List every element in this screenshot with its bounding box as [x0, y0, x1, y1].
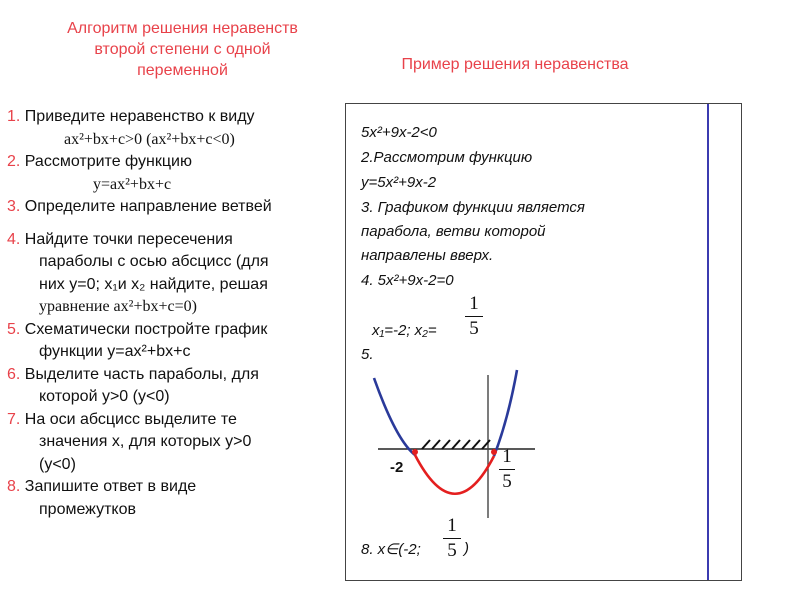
- step-5-text: Схематически постройте график: [20, 320, 268, 338]
- step-8-number: 8.: [7, 478, 21, 495]
- step-1: [7, 106, 342, 129]
- root-fraction-numerator: 1: [469, 293, 479, 314]
- step-7-line2: значения x, для которых y>0: [39, 433, 252, 450]
- root2-denominator: 5: [502, 471, 512, 492]
- step-5: [7, 319, 342, 342]
- step-2-number: 2.: [7, 153, 21, 170]
- answer-fraction: [443, 516, 461, 561]
- step-1-number: 1.: [7, 108, 21, 125]
- step-8-text: Запишите ответ в виде: [20, 478, 197, 495]
- root-point-right: [491, 449, 497, 455]
- step-2-formula: y=ax²+bx+c: [93, 175, 172, 193]
- step-2: [7, 151, 342, 174]
- algorithm-title-line2: второй степени с одной: [94, 41, 271, 58]
- root-fraction: [465, 294, 483, 339]
- step-3-number: 3.: [7, 198, 21, 215]
- parabola-branch-right: [494, 370, 517, 456]
- algorithm-title-line3: переменной: [137, 62, 228, 79]
- step-7-text: На оси абсцисс выделите те: [20, 410, 237, 428]
- step-3-text: Определите направление ветвей: [20, 198, 272, 215]
- example-line-9: 5.: [361, 346, 374, 363]
- algorithm-steps: [7, 106, 342, 521]
- step-8-line2: промежутков: [39, 500, 136, 518]
- root-fraction-denominator: 5: [469, 318, 479, 339]
- example-line-4: 3. Графиком функции является: [361, 199, 585, 216]
- step-4-line2: параболы с осью абсцисс (для: [39, 253, 269, 270]
- example-title: Пример решения неравенства: [401, 56, 629, 73]
- example-line-1: 5x²+9x-2<0: [361, 124, 437, 141]
- step-8: [7, 476, 342, 499]
- step-6: [7, 364, 342, 387]
- parabola-sketch: [370, 360, 540, 520]
- answer-text: 8. x∈(-2;: [361, 541, 421, 558]
- root2-numerator: 1: [502, 446, 512, 467]
- root2-label: [499, 447, 515, 492]
- step-1-formula: ax²+bx+c>0 (ax²+bx+c<0): [64, 130, 235, 148]
- step-7: [7, 409, 342, 432]
- algorithm-title: [20, 18, 345, 81]
- step-6-line2: которой y>0 (y<0): [39, 388, 170, 405]
- step-4-line3: них y=0; x₁и x₂ найдите, решая: [39, 275, 268, 293]
- parabola-branch-left: [374, 378, 415, 455]
- step-6-number: 6.: [7, 365, 21, 383]
- example-line-5: парабола, ветви которой: [361, 223, 546, 240]
- step-2-text: Рассмотрите функцию: [20, 153, 192, 170]
- hatching: [422, 440, 490, 449]
- step-5-line2: функции y=ax²+bx+c: [39, 343, 191, 360]
- step-6-text: Выделите часть параболы, для: [20, 365, 259, 383]
- example-line-6: направлены вверх.: [361, 247, 494, 264]
- root-point-left: [412, 449, 418, 455]
- step-5-number: 5.: [7, 320, 21, 338]
- answer-numerator: 1: [447, 515, 457, 536]
- example-line-7: 4. 5x²+9x-2=0: [361, 272, 454, 289]
- example-divider-line: [707, 104, 709, 580]
- root1-label: -2: [390, 459, 404, 476]
- step-4-text: Найдите точки пересечения: [20, 230, 233, 248]
- answer-close: ): [464, 540, 469, 557]
- step-1-text: Приведите неравенство к виду: [20, 108, 255, 125]
- parabola-negative-part: [415, 455, 494, 494]
- algorithm-title-line1: Алгоритм решения неравенств: [67, 20, 298, 37]
- example-line-2: 2.Рассмотрим функцию: [361, 149, 533, 166]
- step-3: [7, 196, 342, 219]
- step-7-number: 7.: [7, 410, 21, 428]
- example-roots: x₁=-2; x₂=: [372, 322, 437, 339]
- step-4: [7, 229, 342, 252]
- step-7-line3: (y<0): [39, 455, 76, 473]
- example-line-3: y=5x²+9x-2: [361, 174, 437, 191]
- answer-denominator: 5: [447, 540, 457, 561]
- step-4-number: 4.: [7, 230, 21, 248]
- step-4-line4: уравнение ax²+bx+c=0): [39, 298, 197, 315]
